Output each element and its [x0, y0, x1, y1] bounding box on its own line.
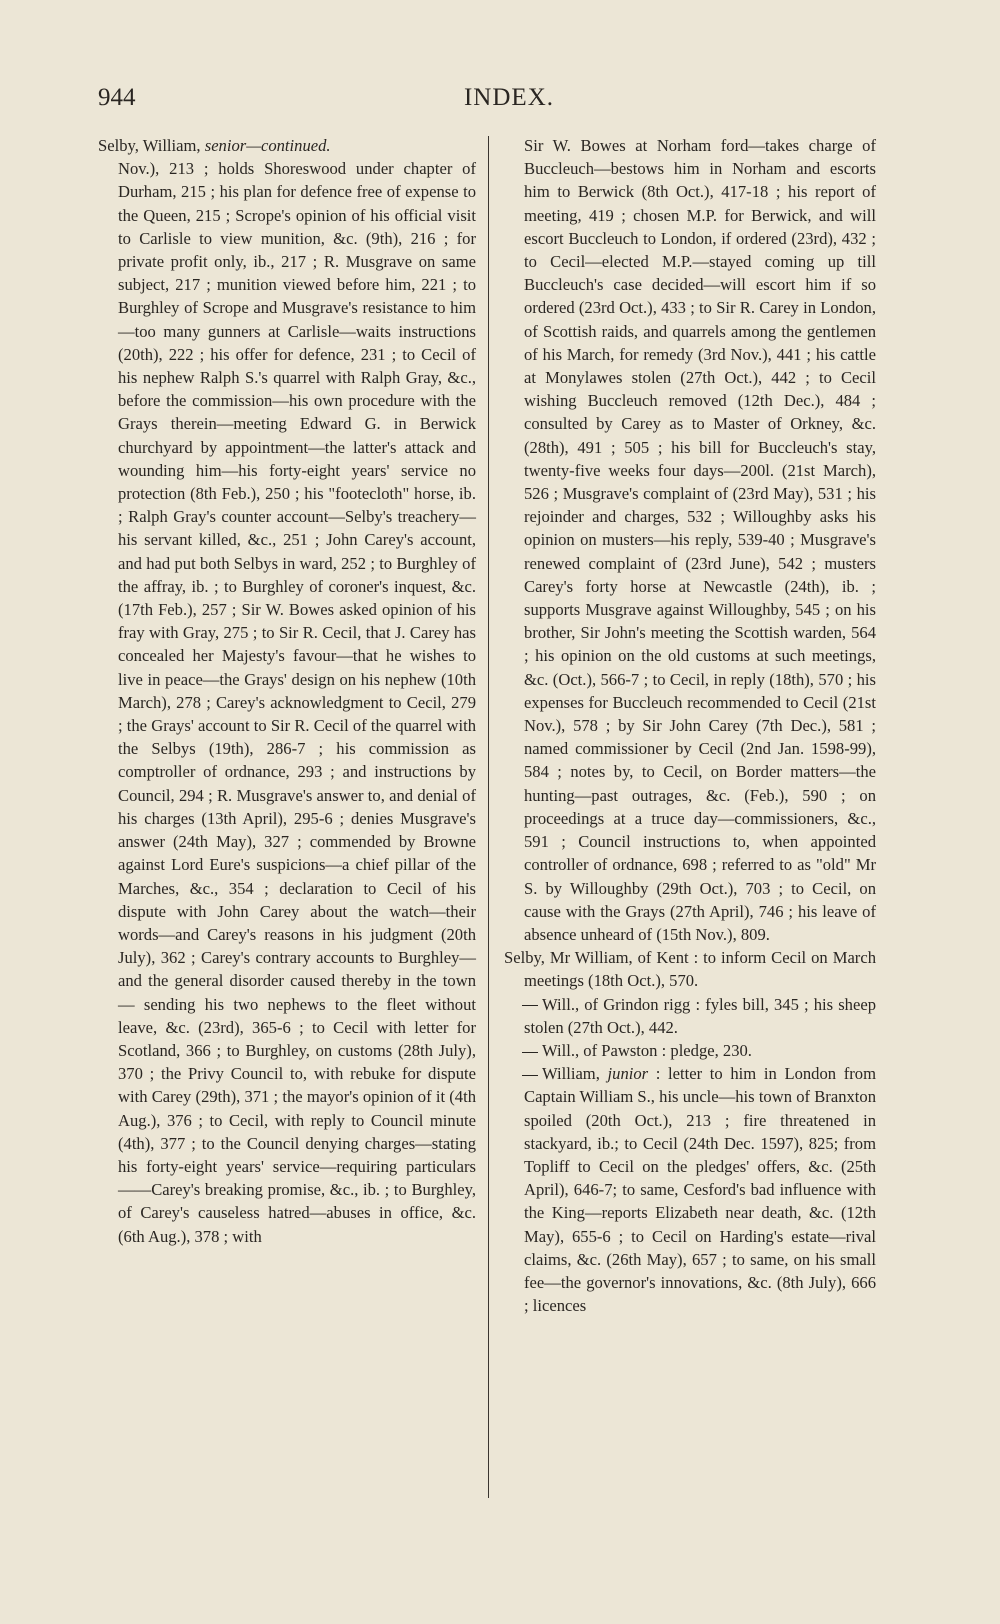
index-entry-heading: [98, 134, 476, 157]
page-number: 944: [98, 84, 136, 111]
entry-name: William,: [542, 1064, 608, 1084]
em-dash-rule: [522, 1075, 538, 1076]
entry-text: Will., of Grindon rigg : fyles bill, 345 ; his sheep stolen (27th Oct.), 442.: [524, 994, 876, 1037]
index-entry-body: Nov.), 213 ; holds Shoreswood under chapter of Durham, 215 ; his plan for defence free of expense to the Queen, 215 ; Scrope's opinion of his official visit to Carlisle to view munition, &c. (9th), 216 ; for private profit only, ib., 217 ; R. Musgrave on same subject, 217 ; munition viewed before him, 221 ; to Burghley of Scrope and Musgrave's resistance to him—too many gunners at Carlisle—waits instructions (20th), 222 ; his offer for defence, 231 ; to Cecil of his nephew Ralph S.'s quarrel with Ralph Gray, &c., before the commission—his own procedure with the Grays therein—meeting Edward G. in Berwick churchyard by appointment—the latter's attack and wounding him—his forty-eight years' service no protection (8th Feb.), 250 ; his "footecloth" horse, ib. ; Ralph Gray's counter account—Selby's treachery—his servant killed, &c., 251 ; John Carey's account, and had put both Selbys in ward, 252 ; to Burghley of the affray, ib. ; to Burghley of coroner's inquest, &c. (17th Feb.), 257 ; Sir W. Bowes asked opinion of his fray with Gray, 275 ; to Sir R. Cecil, that J. Carey has concealed her Majesty's favour—that he wishes to live in peace—the Grays' design on his nephew (10th March), 278 ; Carey's acknowledgment to Cecil, 279 ; the Grays' account to Sir R. Cecil of the quarrel with the Selbys (19th), 286-7 ; his commission as comptroller of ordnance, 293 ; and instructions by Council, 294 ; R. Musgrave's answer to, and denial of his charges (13th April), 295-6 ; denies Musgrave's answer (24th May), 327 ; commended by Browne against Lord Eure's suspicions—a chief pillar of the Marches, &c., 354 ; declaration to Cecil of his dispute with John Carey about the watch—their words—and Carey's reasons in his judgment (20th July), 362 ; Carey's contrary accounts to Burghley—and the general disorder caused thereby in the town — sending his two nephews to the fleet without leave, &c. (23rd), 365-6 ; to Cecil with letter for Scotland, 366 ; to Burghley, on customs (28th July), 370 ; the Privy Council to, with rebuke for dispute with Carey (29th), 371 ; the mayor's opinion of it (4th Aug.), 376 ; to Cecil, with reply to Council minute (4th), 377 ; to the Council denying charges—stating his forty-eight years' service—requiring particulars——Carey's breaking promise, &c., ib. ; to Burghley, of Carey's causeless hatred—abuses in office, &c. (6th Aug.), 378 ; with: [118, 159, 476, 1246]
column-divider: [488, 136, 489, 1498]
entry-qualifier: senior—continued.: [204, 136, 331, 155]
index-entry-continuation: Sir W. Bowes at Norham ford—takes charge of Buccleuch—bestows him in Norham and escorts him to Berwick (8th Oct.), 417-18 ; his report of meeting, 419 ; chosen M.P. for Berwick, and will escort Buccleuch to London, if ordered (23rd), 432 ; to Cecil—elected M.P.—stayed coming up till Buccleuch's case decided—will escort him if so ordered (23rd Oct.), 433 ; to Sir R. Carey in London, of Scottish raids, and quarrels among the gentlemen of his March, for remedy (3rd Nov.), 441 ; his cattle at Monylawes stolen (27th Oct.), 442 ; to Cecil wishing Buccleuch removed (12th Dec.), 484 ; consulted by Carey as to Master of Orkney, &c. (28th), 491 ; 505 ; his bill for Buccleuch's stay, twenty-five weeks four days—200l. (21st March), 526 ; Musgrave's complaint of (23rd May), 531 ; his rejoinder and charges, 532 ; Willoughby asks his opinion on musters—his reply, 539-40 ; Musgrave's renewed complaint of (23rd June), 542 ; musters Carey's forty horse at Newcastle (24th), ib. ; supports Musgrave against Willoughby, 545 ; on his brother, Sir John's meeting the Scottish warden, 564 ; his opinion on the old customs at such meetings, &c. (Oct.), 566-7 ; to Cecil, in reply (18th), 570 ; his expenses for Buccleuch recommended to Cecil (21st Nov.), 578 ; by Sir John Carey (7th Dec.), 581 ; named commissioner by Cecil (2nd Jan. 1598-99), 584 ; notes by, to Cecil, on Border matters—the hunting—past outrages, &c. (Feb.), 590 ; on proceedings at a truce day—commissioners, &c., 591 ; Council instructions to, when appointed controller of ordnance, 698 ; referred to as "old" Mr S. by Willoughby (29th Oct.), 703 ; to Cecil, on cause with the Grays (27th April), 746 ; his leave of absence unheard of (15th Nov.), 809.: [524, 136, 876, 944]
entry-text: : letter to him in London from Captain William S., his uncle—his town of Branxton spoiled (20th Oct.), 213 ; fire threatened in stackyard, ib.; to Cecil (24th Dec. 1597), 825; from Topliff to Cecil on the pledges' offers, &c. (25th April), 646-7; to same, Cesford's bad influence with the King—reports Elizabeth near death, &c. (12th May), 655-6 ; to Cecil on Harding's estate—rival claims, &c. (26th May), 657 ; to same, on his small fee—the governor's innovations, &c. (8th July), 666 ; licences: [524, 1064, 876, 1316]
index-entry: [504, 946, 876, 992]
index-sub-entry: [504, 993, 876, 1039]
index-sub-entry: [504, 1039, 876, 1062]
page-header: [98, 84, 920, 118]
entry-qualifier: junior: [607, 1064, 649, 1084]
entry-name: Selby, William,: [98, 136, 205, 155]
em-dash-rule: [522, 1005, 538, 1006]
left-column: [98, 134, 476, 1248]
entry-text: Will., of Pawston : pledge, 230.: [542, 1040, 752, 1060]
right-column: [504, 134, 876, 1317]
index-sub-entry: [504, 1062, 876, 1317]
em-dash-rule: [522, 1052, 538, 1053]
running-head: INDEX.: [463, 84, 554, 111]
entry-text: Selby, Mr William, of Kent : to inform Cecil on March meetings (18th Oct.), 570.: [504, 948, 876, 991]
